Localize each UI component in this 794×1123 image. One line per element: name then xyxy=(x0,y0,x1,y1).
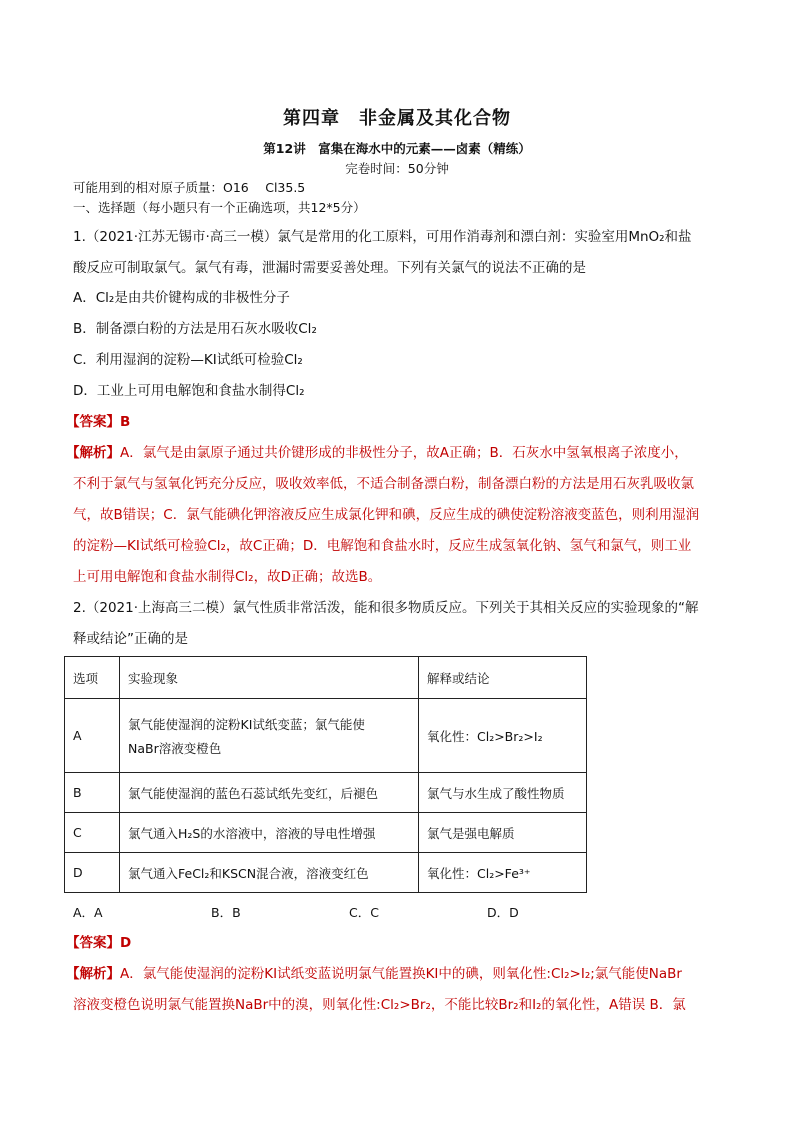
header-conclusion: 解释或结论 xyxy=(419,657,587,699)
q1-explanation-line1 xyxy=(66,444,688,462)
q2-explanation-line1 xyxy=(66,965,682,983)
q1-explanation-line2: 不利于氯气与氢氧化钙充分反应，吸收效率低，不适合制备漂白粉，制备漂白粉的方法是用石灰乳吸收氯 xyxy=(73,476,694,492)
q1-explanation-line4: 的淀粉—KI试纸可检验Cl₂，故C正确；D．电解饱和食盐水时，反应生成氢氧化钠、氢气和氯气，则工业 xyxy=(73,538,692,554)
q1-explanation-label: 【解析】 xyxy=(66,445,120,461)
q1-option-c: C．利用湿润的淀粉—KI试纸可检验Cl₂ xyxy=(73,352,303,368)
q1-option-d: D．工业上可用电解饱和食盐水制得Cl₂ xyxy=(73,383,305,399)
q2-option-d: D．D xyxy=(487,905,519,920)
q1-answer: 【答案】B xyxy=(66,414,131,430)
q2-stem-line1: 2.（2021·上海高三二模）氯气性质非常活泼，能和很多物质反应。下列关于其相关反应的实验现象的“解 xyxy=(73,600,699,616)
q2-option-b: B．B xyxy=(211,905,241,920)
table-row xyxy=(65,813,587,853)
row-option: B xyxy=(65,773,120,813)
row-option: C xyxy=(65,813,120,853)
row-option: A xyxy=(65,699,120,773)
row-conclusion: 氧化性：Cl₂>Fe³⁺ xyxy=(419,853,587,893)
section-heading: 一、选择题（每小题只有一个正确选项，共12*5分） xyxy=(73,200,366,215)
q2-stem-line2: 释或结论”正确的是 xyxy=(73,631,188,647)
q2-explanation-line2: 溶液变橙色说明氯气能置换NaBr中的溴，则氧化性:Cl₂>Br₂，不能比较Br₂和I₂的氧化性，A错误 B．氯 xyxy=(73,997,686,1013)
q2-explanation-text1: A．氯气能使湿润的淀粉KI试纸变蓝说明氯气能置换KI中的碘，则氧化性:Cl₂>I₂;氯气能使NaBr xyxy=(120,966,682,982)
atomic-mass-note: 可能用到的相对原子质量：O16 Cl35.5 xyxy=(73,180,306,195)
row-phenomenon xyxy=(120,699,419,773)
q2-table xyxy=(64,656,587,893)
row-conclusion: 氯气是强电解质 xyxy=(419,813,587,853)
q1-explanation-line5: 上可用电解饱和食盐水制得Cl₂，故D正确；故选B。 xyxy=(73,569,382,585)
lesson-subtitle: 第12讲 富集在海水中的元素——卤素（精练） xyxy=(263,141,531,156)
row-phenomenon-line2: NaBr溶液变橙色 xyxy=(128,740,222,756)
q2-option-c: C．C xyxy=(349,905,379,920)
row-phenomenon: 氯气通入H₂S的水溶液中，溶液的导电性增强 xyxy=(120,813,419,853)
q1-stem-line2: 酸反应可制取氯气。氯气有毒，泄漏时需要妥善处理。下列有关氯气的说法不正确的是 xyxy=(73,260,586,276)
row-phenomenon-line1: 氯气能使湿润的淀粉KI试纸变蓝；氯气能使 xyxy=(128,716,365,732)
header-option: 选项 xyxy=(65,657,120,699)
table-row xyxy=(65,773,587,813)
q2-answer: 【答案】D xyxy=(66,935,132,951)
row-option: D xyxy=(65,853,120,893)
row-phenomenon: 氯气能使湿润的蓝色石蕊试纸先变红，后褪色 xyxy=(120,773,419,813)
q1-explanation-line3: 气，故B错误；C．氯气能碘化钾溶液反应生成氯化钾和碘，反应生成的碘使淀粉溶液变蓝色，则利用湿润 xyxy=(73,507,700,523)
q1-option-b: B．制备漂白粉的方法是用石灰水吸收Cl₂ xyxy=(73,321,317,337)
q2-explanation-label: 【解析】 xyxy=(66,966,120,982)
q1-stem-line1: 1.（2021·江苏无锡市·高三一模）氯气是常用的化工原料，可用作消毒剂和漂白剂：实验室用MnO₂和盐 xyxy=(73,229,692,245)
time-limit: 完卷时间：50分钟 xyxy=(345,161,449,176)
row-phenomenon: 氯气通入FeCl₂和KSCN混合液，溶液变红色 xyxy=(120,853,419,893)
table-header-row xyxy=(65,657,587,699)
chapter-title: 第四章 非金属及其化合物 xyxy=(283,108,511,129)
q1-explanation-text1: A．氯气是由氯原子通过共价键形成的非极性分子，故A正确；B．石灰水中氢氧根离子浓度小， xyxy=(120,445,688,461)
row-conclusion: 氯气与水生成了酸性物质 xyxy=(419,773,587,813)
table-row xyxy=(65,699,587,773)
header-phenomenon: 实验现象 xyxy=(120,657,419,699)
row-conclusion: 氧化性：Cl₂>Br₂>I₂ xyxy=(419,699,587,773)
table-row xyxy=(65,853,587,893)
q2-option-a: A．A xyxy=(73,905,103,920)
q1-option-a: A．Cl₂是由共价键构成的非极性分子 xyxy=(73,290,290,306)
